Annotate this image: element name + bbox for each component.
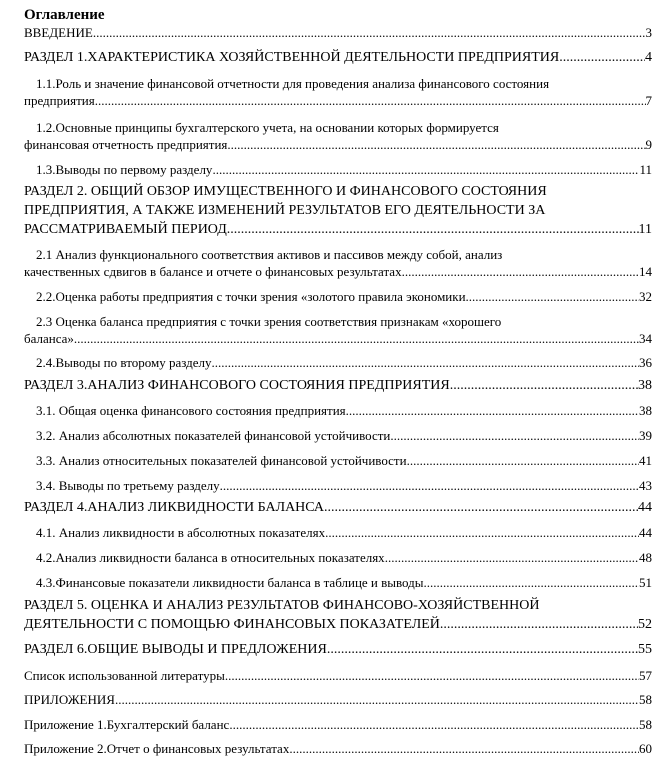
- toc-entry-text-line2: финансовая отчетность предприятия: [24, 137, 228, 152]
- toc-entry-text: РАЗДЕЛ 1.ХАРАКТЕРИСТИКА ХОЗЯЙСТВЕННОЙ ДЕЯТЕЛЬНОСТИ ПРЕДПРИЯТИЯ: [24, 50, 560, 65]
- toc-entry-text-line1: РАЗДЕЛ 2. ОБЩИЙ ОБЗОР ИМУЩЕСТВЕННОГО И ФИНАНСОВОГО СОСТОЯНИЯ: [24, 184, 547, 199]
- toc-page-number: 58: [639, 717, 652, 732]
- toc-page-number: 55: [638, 642, 652, 657]
- dot-leader: [95, 93, 646, 109]
- dot-leader: [289, 741, 639, 757]
- toc-entry-text: ПРИЛОЖЕНИЯ: [24, 692, 115, 707]
- toc-page-number: 11: [639, 162, 652, 177]
- toc-entry-text: 1.3.Выводы по первому разделу: [36, 162, 213, 177]
- toc-page-number: 57: [639, 668, 652, 683]
- toc-page-number: 3: [645, 25, 652, 40]
- toc-entry-text: 4.2.Анализ ликвидности баланса в относительных показателях: [36, 550, 385, 565]
- toc-entry-text: 2.2.Оценка работы предприятия с точки зрения «золотого правила экономики: [36, 289, 466, 304]
- toc-page-number: 39: [639, 428, 652, 443]
- toc-page-number: 7: [645, 93, 652, 108]
- toc-page-number: 11: [638, 222, 652, 237]
- toc-entry-text: РАЗДЕЛ 6.ОБЩИЕ ВЫВОДЫ И ПРЕДЛОЖЕНИЯ: [24, 642, 327, 657]
- toc-entry-text: Список использованной литературы: [24, 668, 225, 683]
- dot-leader: [93, 25, 646, 41]
- toc-entry-text: Приложение 1.Бухгалтерский баланс: [24, 717, 230, 732]
- toc-entry-text-line1: 2.1 Анализ функционального соответствия активов и пассивов между собой, анализ: [36, 247, 503, 262]
- toc-entry-text: 3.4. Выводы по третьему разделу: [36, 478, 220, 493]
- toc-entry-text-line2: баланса»: [24, 331, 74, 346]
- dot-leader: [324, 500, 638, 516]
- dot-leader: [424, 575, 639, 591]
- toc-page-number: 41: [639, 453, 652, 468]
- dot-leader: [211, 355, 639, 371]
- toc-entry-text-line2: ПРЕДПРИЯТИЯ, А ТАКЖЕ ИЗМЕНЕНИЙ РЕЗУЛЬТАТОВ ЕГО ДЕЯТЕЛЬНОСТИ ЗА: [24, 203, 546, 218]
- toc-page-number: 60: [639, 741, 652, 756]
- dot-leader: [327, 642, 638, 658]
- toc-page-number: 52: [638, 617, 652, 632]
- dot-leader: [220, 478, 639, 494]
- dot-leader: [440, 617, 638, 633]
- toc-page-number: 51: [639, 575, 652, 590]
- toc-entry-text: 3.2. Анализ абсолютных показателей финансовой устойчивости: [36, 428, 391, 443]
- toc-entry-text: ВВЕДЕНИЕ: [24, 25, 93, 40]
- dot-leader: [227, 222, 639, 238]
- toc-entry-text: 4.1. Анализ ликвидности в абсолютных показателях: [36, 525, 326, 540]
- toc-entry-text-line2: предприятия: [24, 93, 95, 108]
- toc-page-number: 48: [639, 550, 652, 565]
- toc-entry-text: 3.1. Общая оценка финансового состояния предприятия: [36, 403, 346, 418]
- toc-entry-text-line3: РАССМАТРИВАЕМЫЙ ПЕРИОД: [24, 222, 227, 237]
- toc-page-number: 4: [645, 50, 652, 65]
- toc-entry-text-line1: 1.1.Роль и значение финансовой отчетности для проведения анализа финансового состояния: [36, 76, 550, 91]
- dot-leader: [225, 668, 639, 684]
- toc-page-number: 9: [645, 137, 652, 152]
- dot-leader: [407, 453, 639, 469]
- toc-page-number: 38: [638, 378, 652, 393]
- toc-entry-text: РАЗДЕЛ 3.АНАЛИЗ ФИНАНСОВОГО СОСТОЯНИЯ ПРЕДПРИЯТИЯ: [24, 378, 450, 393]
- toc-page-number: 38: [639, 403, 652, 418]
- dot-leader: [115, 692, 639, 708]
- dot-leader: [212, 162, 639, 178]
- dot-leader: [346, 403, 639, 419]
- toc-entry-text: Приложение 2.Отчет о финансовых результатах: [24, 741, 290, 756]
- toc-page-number: 36: [639, 355, 652, 370]
- dot-leader: [390, 428, 639, 444]
- toc-entry-text-line1: 2.3 Оценка баланса предприятия с точки зрения соответствия признакам «хорошего: [36, 314, 502, 329]
- toc-page-number: 44: [638, 500, 652, 515]
- toc-entry-text-line1: 1.2.Основные принципы бухгалтерского учета, на основании которых формируется: [36, 120, 499, 135]
- dot-leader: [74, 331, 639, 347]
- toc-page-number: 14: [639, 264, 652, 279]
- dot-leader: [559, 50, 645, 66]
- toc-page-number: 34: [639, 331, 652, 346]
- toc-entry-text-line2: ДЕЯТЕЛЬНОСТИ С ПОМОЩЬЮ ФИНАНСОВЫХ ПОКАЗАТЕЛЕЙ: [24, 617, 440, 632]
- toc-entry-text: 4.3.Финансовые показатели ликвидности баланса в таблице и выводы: [36, 575, 424, 590]
- dot-leader: [227, 137, 645, 153]
- toc-page-number: 43: [639, 478, 652, 493]
- dot-leader: [466, 289, 639, 305]
- toc-entry-text-line2: качественных сдвигов в балансе и отчете о финансовых результатах: [24, 264, 402, 279]
- toc-page-number: 44: [639, 525, 652, 540]
- toc-page-number: 32: [639, 289, 652, 304]
- dot-leader: [385, 550, 639, 566]
- toc-entry-text: РАЗДЕЛ 4.АНАЛИЗ ЛИКВИДНОСТИ БАЛАНСА: [24, 500, 325, 515]
- toc-page-number: 58: [639, 692, 652, 707]
- toc-entry-text: 3.3. Анализ относительных показателей финансовой устойчивости: [36, 453, 407, 468]
- toc-entry-text-line1: РАЗДЕЛ 5. ОЦЕНКА И АНАЛИЗ РЕЗУЛЬТАТОВ ФИНАНСОВО-ХОЗЯЙСТВЕННОЙ: [24, 598, 540, 613]
- dot-leader: [229, 717, 639, 733]
- toc-heading: Оглавление: [24, 7, 105, 23]
- dot-leader: [325, 525, 639, 541]
- dot-leader: [450, 378, 638, 394]
- dot-leader: [402, 264, 639, 280]
- toc-entry-text: 2.4.Выводы по второму разделу: [36, 355, 212, 370]
